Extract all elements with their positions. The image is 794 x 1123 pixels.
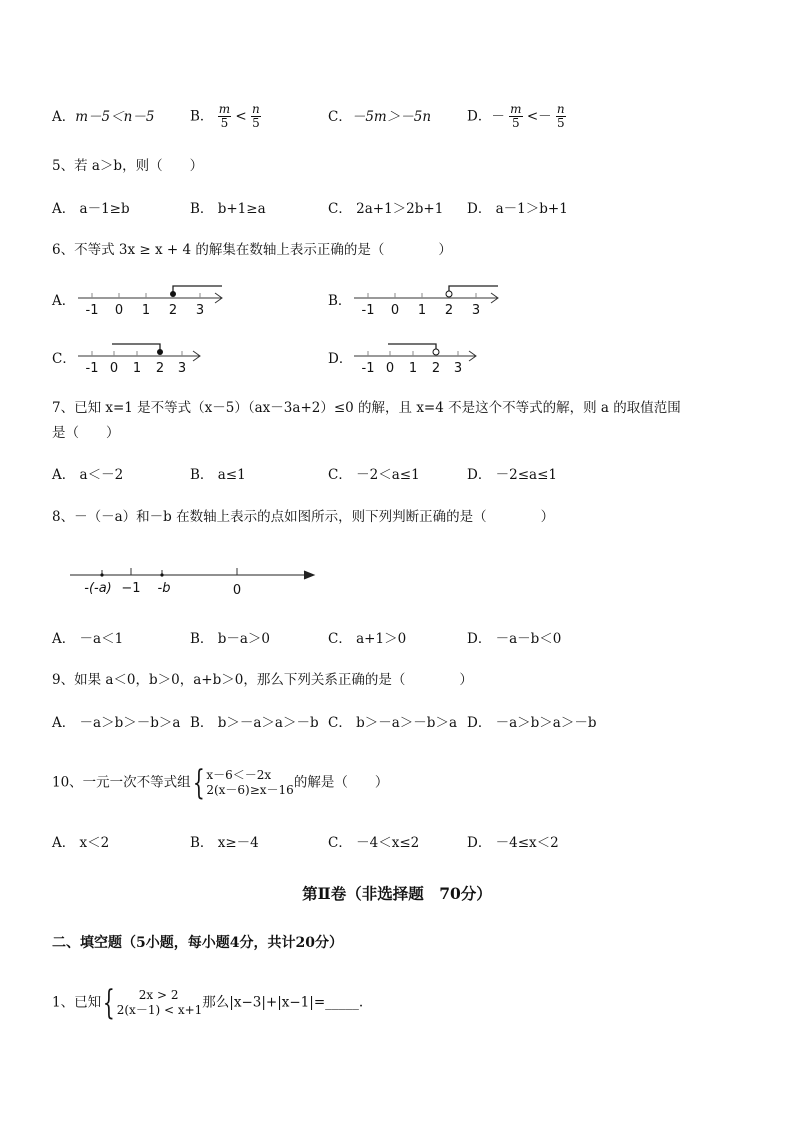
q8-option-b: B． b－a＞0 (190, 631, 270, 647)
q10-option-c: C． －4＜x≤2 (328, 835, 420, 851)
q7-stem-line2: 是（ ） (52, 425, 120, 441)
q5-option-d: D． a－1＞b+1 (467, 201, 568, 217)
tick-label: 1 (417, 303, 427, 318)
closed-dot (170, 291, 176, 297)
q8-number-line (64, 560, 324, 604)
q4-option-b: B． $\frac{m}{5}$ < $\frac{n}{5}$ (190, 102, 260, 130)
left-brace: { (192, 762, 205, 803)
tick-label: -1 (85, 303, 99, 318)
q6-number-line-d (350, 338, 490, 378)
q9-option-d: D． －a＞b＞a＞－b (467, 715, 597, 731)
q6-option-a-label: A． (52, 293, 76, 309)
tick-label: 1 (141, 303, 151, 318)
q4-option-a: A．m－5＜n－5 (52, 109, 155, 125)
point-label-neg-neg-a: -(-a) (84, 581, 112, 596)
tick-label: 3 (177, 361, 187, 376)
q5-option-a: A． a－1≥b (52, 201, 130, 217)
q5-option-c: C． 2a+1＞2b+1 (328, 201, 444, 217)
inequality-system: 2x > 2 2(x－1) < x+1 (116, 987, 203, 1017)
section-fill-in-heading: 二、填空题（5小题，每小题4分，共计20分） (52, 935, 343, 951)
q7-option-c: C． －2＜a≤1 (328, 467, 420, 483)
tick-label: 0 (390, 303, 400, 318)
tick-label: 0 (109, 361, 119, 376)
fraction: $\frac{m}{5}$ (218, 102, 231, 130)
tick-label-zero: 0 (232, 583, 242, 598)
q6-number-line-a (74, 280, 234, 320)
tick-label: -1 (85, 361, 99, 376)
tick-label: 3 (195, 303, 205, 318)
fraction: $\frac{m}{5}$ (510, 102, 522, 130)
tick-label: -1 (361, 361, 375, 376)
tick-label: 3 (471, 303, 481, 318)
q10-stem: 10、一元一次不等式组{ x－6＜－2x 2(x－6)≥x－16 的解是（ ） (52, 762, 389, 803)
q9-stem: 9、如果 a＜0，b＞0，a+b＞0，那么下列关系正确的是（ ） (52, 672, 473, 688)
tick-label: 3 (453, 361, 463, 376)
q5-stem: 5、若 a＞b，则（ ） (52, 158, 204, 174)
tick-label: 2 (431, 361, 441, 376)
q7-option-b: B． a≤1 (190, 467, 246, 483)
q6-option-d-label: D． (328, 351, 353, 367)
q6-stem: 6、不等式 3x ≥ x + 4 的解集在数轴上表示正确的是（ ） (52, 242, 452, 258)
q8-option-d: D． －a－b＜0 (467, 631, 562, 647)
point-label-neg-b: -b (157, 581, 171, 596)
q7-stem-line1: 7、已知 x=1 是不等式（x－5）（ax－3a+2）≤0 的解，且 x=4 不是这个不等式的解，则 a 的取值范围 (52, 400, 681, 416)
q8-option-a: A． －a＜1 (52, 631, 124, 647)
q6-number-line-c (74, 338, 214, 378)
tick-label: 1 (408, 361, 418, 376)
tick-label: 2 (155, 361, 165, 376)
open-dot (433, 349, 439, 355)
q9-option-c: C． b＞－a＞－b＞a (328, 715, 458, 731)
fraction: $\frac{n}{5}$ (252, 102, 260, 130)
open-dot (446, 291, 452, 297)
q6-number-line-b (350, 280, 510, 320)
tick-label: 1 (132, 361, 142, 376)
tick-label-minus-one: −1 (121, 581, 141, 596)
tick-label: 0 (114, 303, 124, 318)
q10-option-a: A． x＜2 (52, 835, 110, 851)
fill-q1-stem: 1、已知{ 2x > 2 2(x－1) < x+1 那么|x−3|+|x−1|=_____. (52, 982, 364, 1023)
left-brace: { (102, 982, 115, 1023)
tick-label: 2 (168, 303, 178, 318)
tick-label: -1 (361, 303, 375, 318)
q6-option-c-label: C． (52, 351, 76, 367)
part-two-title: 第Ⅱ卷（非选择题 70分） (302, 884, 492, 903)
fraction: $\frac{n}{5}$ (556, 102, 565, 130)
q4-option-c: C．－5m＞－5n (328, 109, 432, 125)
q9-option-b: B． b＞－a＞a＞－b (190, 715, 319, 731)
q5-option-b: B． b+1≥a (190, 201, 266, 217)
q9-option-a: A． －a＞b＞－b＞a (52, 715, 181, 731)
q7-option-d: D． －2≤a≤1 (467, 467, 557, 483)
q8-option-c: C． a+1＞0 (328, 631, 407, 647)
tick-label: 0 (385, 361, 395, 376)
q8-stem: 8、－（－a）和－b 在数轴上表示的点如图所示，则下列判断正确的是（ ） (52, 509, 555, 525)
closed-dot (157, 349, 163, 355)
inequality-system: x－6＜－2x 2(x－6)≥x－16 (206, 767, 294, 797)
q7-option-a: A． a＜－2 (52, 467, 124, 483)
tick-label: 2 (444, 303, 454, 318)
q10-option-b: B． x≥－4 (190, 835, 259, 851)
q4-option-d: D．－ $\frac{m}{5}$ <－ $\frac{n}{5}$ (467, 102, 565, 130)
q6-option-b-label: B． (328, 293, 352, 309)
q10-option-d: D． －4≤x＜2 (467, 835, 559, 851)
